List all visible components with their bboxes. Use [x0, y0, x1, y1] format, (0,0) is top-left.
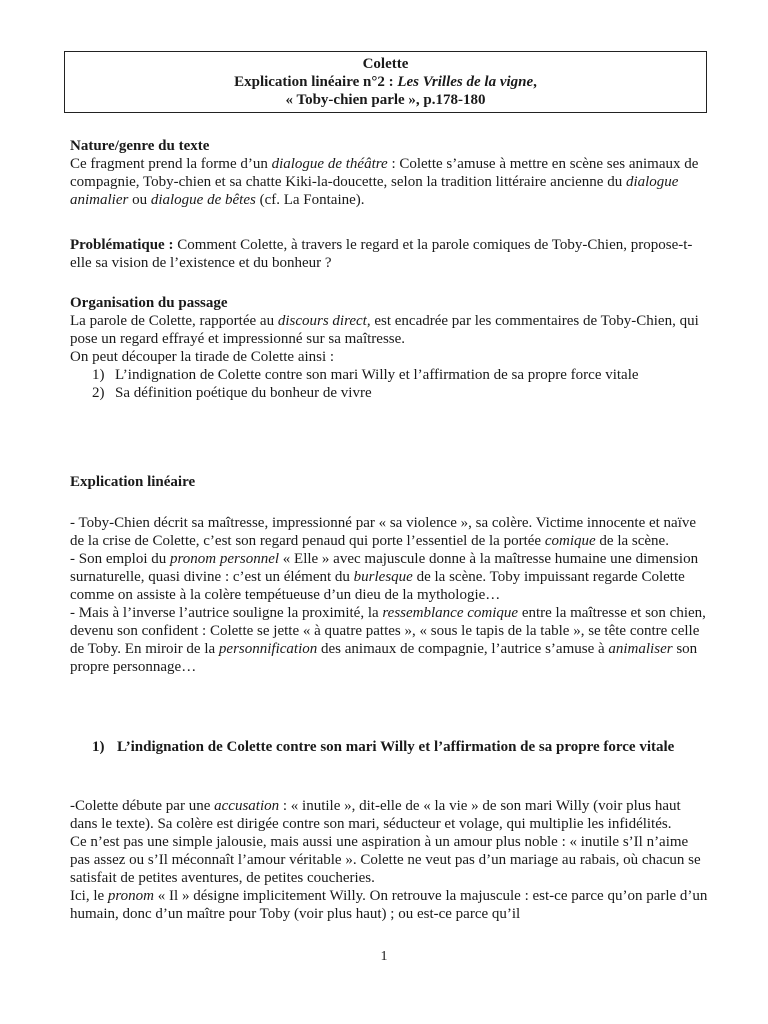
- problematique-section: [70, 236, 710, 272]
- section-1-body: [70, 797, 710, 923]
- title-box: [64, 51, 707, 113]
- section-1-paragraph-3: Ici, le pronom « Il » désigne implicitement Willy. On retrouve la majuscule : est-ce parce qu’on parle d’un humain, donc d’un maître pour Toby (voir plus haut) ; ou est-ce parce qu’il: [70, 888, 708, 922]
- explication-title: [65, 73, 706, 91]
- organisation-list: [70, 366, 710, 402]
- section-number: 1): [92, 739, 105, 755]
- organisation-paragraph: La parole de Colette, rapportée au discours direct, est encadrée par les commentaires de Toby-Chien, qui pose un regard effrayé et impressionné sur sa maîtresse.: [70, 313, 699, 347]
- section-title-text: L’indignation de Colette contre son mari Willy et l’affirmation de sa propre force vitale: [117, 739, 675, 755]
- organisation-heading: Organisation du passage: [70, 295, 228, 311]
- list-item: 1) L’indignation de Colette contre son mari Willy et l’affirmation de sa propre force vitale: [92, 367, 639, 383]
- explication-heading-block: [70, 473, 710, 491]
- organisation-intro: On peut découper la tirade de Colette ainsi :: [70, 349, 335, 365]
- organisation-section: [70, 294, 710, 402]
- explication-heading: Explication linéaire: [70, 474, 196, 490]
- problematique-paragraph: Problématique : Comment Colette, à travers le regard et la parole comiques de Toby-Chien, propose-t-elle sa vision de l’existence et du bonheur ?: [70, 237, 693, 271]
- explication-paragraph-2: - Son emploi du pronom personnel « Elle » avec majuscule donne à la maîtresse humaine une dimension surnaturelle, quasi divine : c’est un élément du burlesque de la scène. Toby impuissant regarde Colette comme on assiste à la colère tempétueuse d’un dieu de la mythologie…: [70, 551, 699, 603]
- problematique-label: Problématique :: [70, 237, 174, 253]
- title-prefix: Explication linéaire n°2 :: [234, 74, 398, 90]
- section-1-paragraph-1: -Colette débute par une accusation : « inutile », dit-elle de « la vie » de son mari Willy (voir plus haut dans le texte). Sa colère est dirigée contre son mari, séducteur et volage, qui multiplie les infidélités.: [70, 798, 681, 832]
- nature-heading: Nature/genre du texte: [70, 138, 210, 154]
- extract-title: « Toby-chien parle », p.178-180: [285, 92, 486, 108]
- nature-section: [70, 137, 710, 209]
- section-1-paragraph-2: Ce n’est pas une simple jalousie, mais aussi une aspiration à un amour plus noble : « inutile s’Il n’aime pas assez ou s’Il méconnaît l’amour véritable ». Colette ne veut pas d’un mariage au rabais, où chacun se satisfait de petites aventures, de petites coucheries.: [70, 834, 701, 886]
- nature-paragraph: Ce fragment prend la forme d’un dialogue de théâtre : Colette s’amuse à mettre en scène ses animaux de compagnie, Toby-chien et sa chatte Kiki-la-doucette, selon la tradition littéraire ancienne du dialogue animalier ou dialogue de bêtes (cf. La Fontaine).: [70, 156, 699, 208]
- explication-section: [70, 514, 710, 676]
- explication-paragraph-3: - Mais à l’inverse l’autrice souligne la proximité, la ressemblance comique entre la maîtresse et son chien, devenu son confident : Colette se jette « à quatre pattes », « sous le tapis de la table », se tête contre celle de Toby. En miroir de la personnification des animaux de compagnie, l’autrice s’amuse à animaliser son propre personnage…: [70, 605, 706, 675]
- work-title: Les Vrilles de la vigne: [397, 74, 534, 90]
- title-suffix: ,: [533, 74, 537, 90]
- list-item: 2) Sa définition poétique du bonheur de vivre: [92, 385, 372, 401]
- page-number: 1: [380, 949, 388, 964]
- author-title: Colette: [362, 56, 409, 72]
- section-1-title: [92, 738, 712, 756]
- explication-paragraph-1: - Toby-Chien décrit sa maîtresse, impressionné par « sa violence », sa colère. Victime innocente et naïve de la crise de Colette, c’est son regard penaud qui porte l’essentiel de la portée comique de la scène.: [70, 515, 697, 549]
